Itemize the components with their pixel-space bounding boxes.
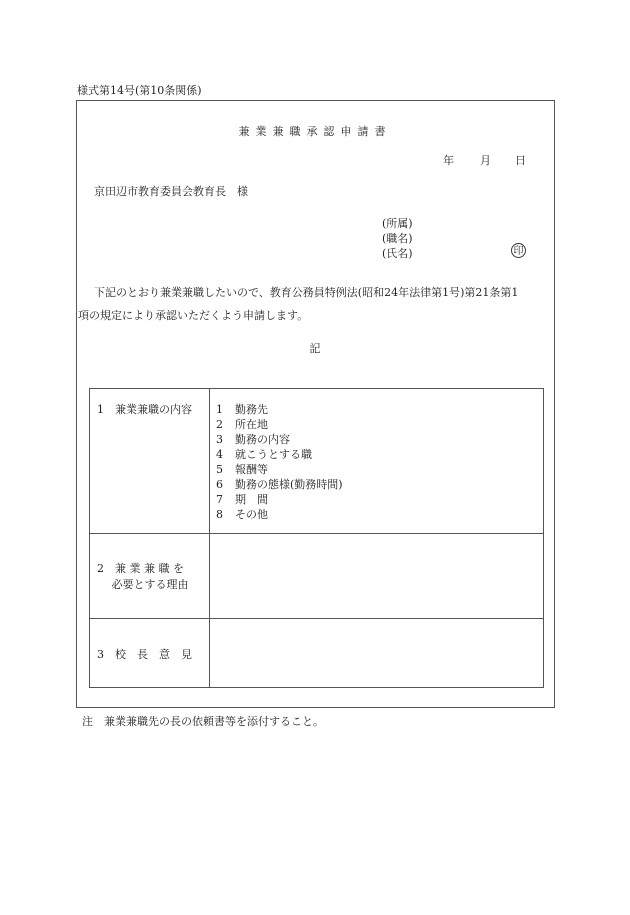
list-item: 5 報酬等 (216, 463, 268, 476)
application-table (89, 388, 544, 688)
list-item: 6 勤務の態様(勤務時間) (216, 478, 343, 491)
seal-icon: 印 (511, 243, 526, 258)
date-day: 日 (515, 154, 526, 167)
addressee: 京田辺市教育委員会教育長 様 (94, 185, 248, 198)
applicant-affiliation: (所属) (382, 217, 413, 230)
row-label-principal-opinion: 3 校 長 意 見 (97, 648, 192, 661)
row-divider (90, 618, 543, 619)
applicant-name: (氏名) (382, 247, 413, 260)
list-item: 1 勤務先 (216, 403, 268, 416)
row-label-reason-line-2: 必要とする理由 (97, 578, 189, 591)
list-item: 3 勤務の内容 (216, 433, 290, 446)
row-label-reason-line-1: 2 兼 業 兼 職 を (97, 562, 184, 575)
list-item: 8 その他 (216, 508, 268, 521)
form-number-label: 様式第14号(第10条関係) (77, 84, 202, 97)
row-divider (90, 533, 543, 534)
body-text-line-1: 下記のとおり兼業兼職したいので、教育公務員特例法(昭和24年法律第1号)第21条第1 (94, 286, 519, 299)
document-title: 兼業兼職承認申請書 (238, 125, 392, 138)
footnote: 注 兼業兼職先の長の依頼書等を添付すること。 (82, 715, 324, 728)
column-divider (209, 389, 210, 687)
date-month: 月 (480, 154, 491, 167)
list-item: 4 就こうとする職 (216, 448, 312, 461)
applicant-position: (職名) (382, 232, 413, 245)
ki-heading: 記 (309, 342, 321, 355)
date-year: 年 (443, 154, 454, 167)
body-text-line-2: 項の規定により承認いただくよう申請します。 (78, 309, 309, 322)
list-item: 2 所在地 (216, 418, 268, 431)
list-item: 7 期 間 (216, 493, 268, 506)
row-label-content: 1 兼業兼職の内容 (97, 403, 192, 416)
